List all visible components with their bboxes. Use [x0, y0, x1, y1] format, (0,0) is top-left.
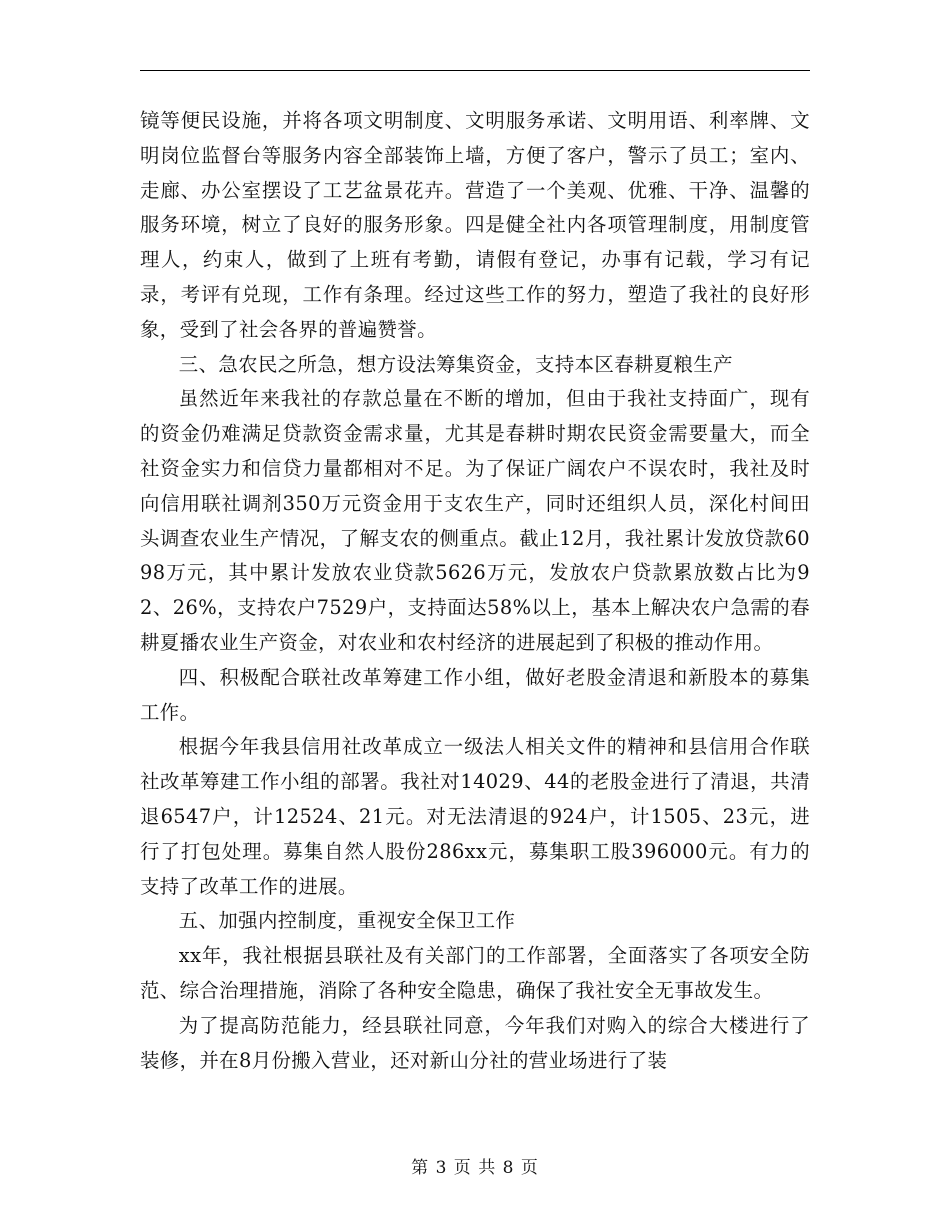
document-body: [140, 104, 810, 1078]
header-rule: [140, 70, 810, 71]
section-heading-4: 四、积极配合联社改革筹建工作小组，做好老股金清退和新股本的募集工作。: [140, 665, 810, 724]
section-heading-5: 五、加强内控制度，重视安全保卫工作: [178, 909, 516, 933]
paragraph: xx年，我社根据县联社及有关部门的工作部署，全面落实了各项安全防范、综合治理措施，消除了各种安全隐患，确保了我社安全无事故发生。: [140, 944, 810, 1002]
section-heading-3: 三、急农民之所急，想方设法筹集资金，支持本区春耕夏粮生产: [178, 352, 733, 376]
paragraph: 虽然近年来我社的存款总量在不断的增加，但由于我社支持面广，现有的资金仍难满足贷款资金需求量，尤其是春耕时期农民资金需要量大，而全社资金实力和信贷力量都相对不足。为了保证广阔农户不误农时，我社及时向信用联社调剂350万元资金用于支农生产，同时还组织人员，深化村间田头调查农业生产情况，了解支农的侧重点。截止12月，我社累计发放贷款6098万元，其中累计发放农业贷款5626万元，发放农户贷款累放数占比为92、26%，支持农户7529户，支持面达58%以上，基本上解决农户急需的春耕夏播农业生产资金，对农业和农村经济的进展起到了积极的推动作用。: [140, 387, 810, 654]
paragraph: 镜等便民设施，并将各项文明制度、文明服务承诺、文明用语、利率牌、文明岗位监督台等服务内容全部装饰上墙，方便了客户，警示了员工；室内、走廊、办公室摆设了工艺盆景花卉。营造了一个美观、优雅、干净、温馨的服务环境，树立了良好的服务形象。四是健全社内各项管理制度，用制度管理人，约束人，做到了上班有考勤，请假有登记，办事有记载，学习有记录，考评有兑现，工作有条理。经过这些工作的努力，塑造了我社的良好形象，受到了社会各界的普遍赞誉。: [140, 109, 810, 341]
page-number: 第 3 页 共 8 页: [411, 1158, 539, 1178]
paragraph: 为了提高防范能力，经县联社同意，今年我们对购入的综合大楼进行了装修，并在8月份搬入营业，还对新山分社的营业场进行了装: [140, 1013, 810, 1072]
paragraph: 根据今年我县信用社改革成立一级法人相关文件的精神和县信用合作联社改革筹建工作小组的部署。我社对14029、44的老股金进行了清退，共清退6547户，计12524、21元。对无法清退的924户，计1505、23元，进行了打包处理。募集自然人股份286xx元，募集职工股396000元。有力的支持了改革工作的进展。: [140, 735, 810, 898]
